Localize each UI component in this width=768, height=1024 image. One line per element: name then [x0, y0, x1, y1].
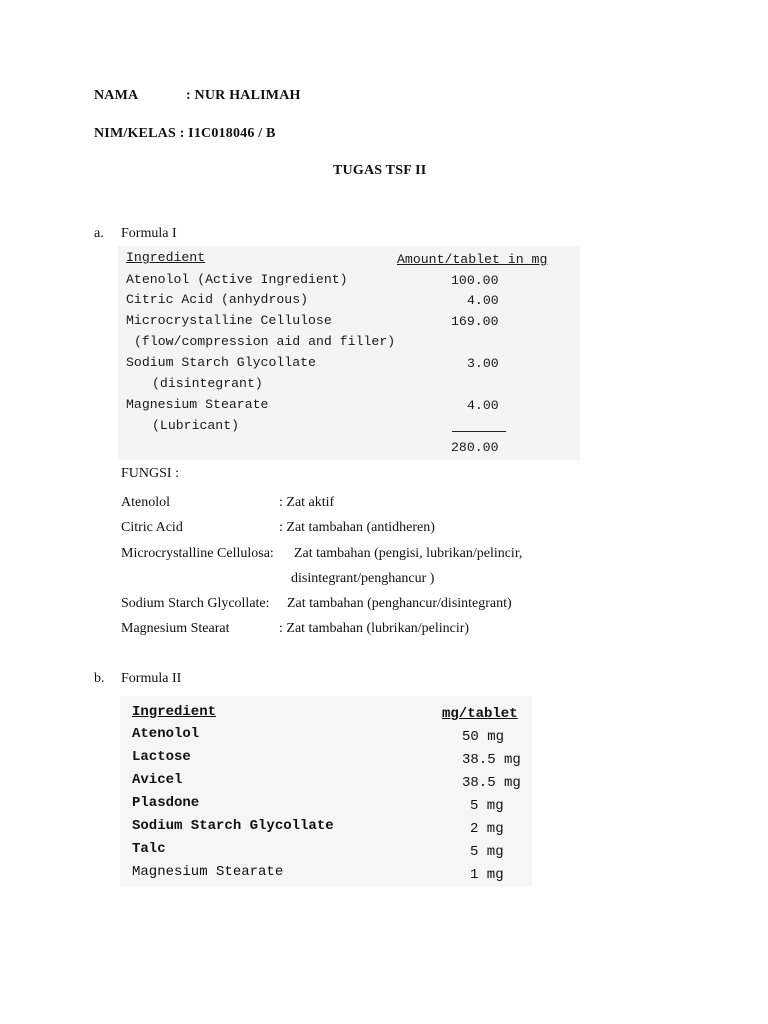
formula1-col-amount: Amount/tablet in mg — [397, 252, 548, 267]
formula2-col-amount: mg/tablet — [442, 706, 518, 722]
formula2-row-amount: 2 mg — [470, 821, 504, 837]
formula1-row-amount: 4.00 — [467, 398, 499, 413]
formula2-row-name: Plasdone — [132, 795, 200, 811]
formula1-row-name: Citric Acid (anhydrous) — [126, 292, 309, 307]
formula2-row-amount: 5 mg — [470, 798, 504, 814]
formula1-row-name: Microcrystalline Cellulose — [126, 313, 332, 328]
nama-value: : NUR HALIMAH — [186, 88, 301, 103]
formula1-col-ingredient: Ingredient — [126, 250, 206, 265]
fungsi-item-desc: Zat tambahan (pengisi, lubrikan/pelincir, — [294, 546, 523, 561]
formula1-marker: a. — [94, 226, 104, 241]
formula2-col-ingredient: Ingredient — [132, 704, 217, 720]
formula2-row-amount: 38.5 mg — [462, 775, 521, 791]
formula2-row-name: Avicel — [132, 772, 183, 788]
formula2-row-amount: 1 mg — [470, 867, 504, 883]
formula2-title: Formula II — [121, 671, 182, 686]
fungsi-item-desc: : Zat tambahan (lubrikan/pelincir) — [279, 621, 470, 636]
formula2-row-name: Sodium Starch Glycollate — [132, 818, 334, 834]
formula1-row-name: Sodium Starch Glycollate — [126, 355, 316, 370]
formula1-row-amount: 169.00 — [451, 314, 499, 329]
formula2-row-name: Talc — [132, 841, 166, 857]
fungsi-item-name: Magnesium Stearat — [121, 621, 230, 636]
formula1-title: Formula I — [121, 226, 177, 241]
formula1-row-name: Magnesium Stearate — [126, 397, 269, 412]
sum-rule — [452, 431, 506, 432]
formula1-row-name: (disintegrant) — [152, 376, 263, 391]
formula1-row-name: Atenolol (Active Ingredient) — [126, 272, 348, 287]
formula1-table — [118, 246, 580, 460]
nim-kelas-line: NIM/KELAS : I1C018046 / B — [94, 126, 276, 141]
formula2-row-amount: 50 mg — [462, 729, 505, 745]
fungsi-item-desc: : Zat aktif — [279, 495, 335, 510]
formula2-row-name: Atenolol — [132, 726, 200, 742]
formula1-row-amount: 100.00 — [451, 273, 499, 288]
fungsi-heading: FUNGSI : — [121, 466, 179, 481]
page-title: TUGAS TSF II — [333, 163, 427, 178]
formula1-row-name: (Lubricant) — [152, 418, 240, 433]
fungsi-item-desc: Zat tambahan (penghancur/disintegrant) — [287, 596, 512, 611]
fungsi-item-name: Microcrystalline Cellulosa: — [121, 546, 274, 561]
formula2-row-name: Magnesium Stearate — [132, 864, 284, 880]
formula1-row-amount: 4.00 — [467, 293, 499, 308]
formula1-row-name: (flow/compression aid and filler) — [134, 334, 396, 349]
fungsi-item-desc: disintegrant/penghancur ) — [291, 571, 435, 586]
fungsi-item-name: Citric Acid — [121, 520, 183, 535]
formula2-marker: b. — [94, 671, 105, 686]
nama-label: NAMA — [94, 88, 139, 103]
formula2-table — [120, 696, 532, 886]
formula2-row-amount: 38.5 mg — [462, 752, 521, 768]
formula2-row-amount: 5 mg — [470, 844, 504, 860]
formula2-row-name: Lactose — [132, 749, 191, 765]
formula1-row-amount: 3.00 — [467, 356, 499, 371]
formula1-total: 280.00 — [451, 440, 499, 455]
fungsi-item-name: Atenolol — [121, 495, 170, 510]
fungsi-item-desc: : Zat tambahan (antidheren) — [279, 520, 435, 535]
fungsi-item-name: Sodium Starch Glycollate: — [121, 596, 270, 611]
